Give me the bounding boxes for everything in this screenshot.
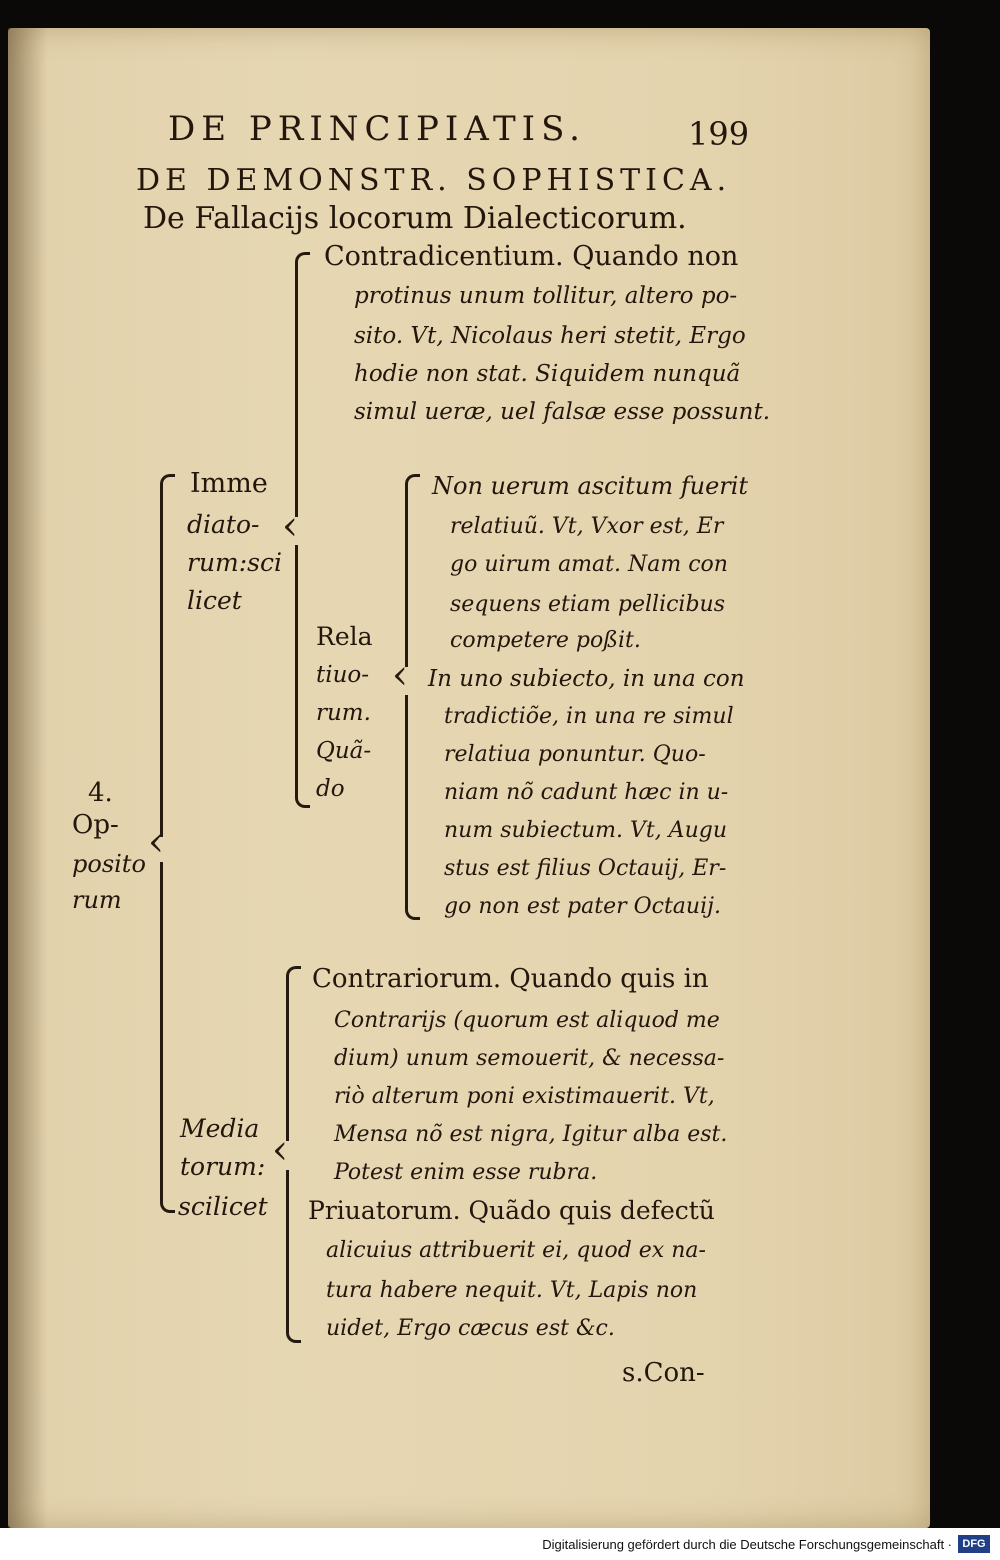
mediatorum-brace-lower <box>286 1170 301 1343</box>
contradicentium-line-1: Contradicentium. Quando non <box>324 241 739 272</box>
relatiuorum-label-line-3: rum. <box>316 700 371 726</box>
relatiuorum-line-3: go uirum amat. Nam con <box>450 552 728 577</box>
contradicentium-line-4: hodie non stat. Siquidem nunquã <box>354 361 741 387</box>
footer-bar <box>0 1528 1000 1560</box>
immediatorum-label-line-2: diato- <box>187 510 260 539</box>
opposit-label-line-1: Op- <box>72 810 119 840</box>
mediatorum-label-line-3: scilicet <box>178 1192 268 1221</box>
mediatorum-line-7: Priuatorum. Quãdo quis defectũ <box>308 1196 715 1225</box>
main-brace-lower <box>160 862 175 1213</box>
relatiuorum-line-6: In uno subiecto, in una con <box>428 666 745 692</box>
contradicentium-line-2: protinus unum tollitur, altero po- <box>354 283 738 309</box>
mediatorum-line-8: alicuius attribuerit ei, quod ex na- <box>326 1238 706 1263</box>
immediatorum-label-line-1: Imme <box>190 468 268 499</box>
immediatorum-brace-upper <box>295 252 310 517</box>
page-number: 199 <box>688 115 750 153</box>
main-brace-point: ‹ <box>148 819 164 865</box>
relatiuorum-line-7: tradictiõe, in una re simul <box>444 704 734 729</box>
relatiuorum-line-10: num subiectum. Vt, Augu <box>444 818 727 843</box>
mediatorum-label-line-1: Media <box>180 1114 260 1143</box>
immediatorum-label-line-3: rum:sci <box>187 548 283 577</box>
mediatorum-line-4: riò alterum poni existimauerit. Vt, <box>334 1084 715 1109</box>
relatiuorum-label-line-5: do <box>316 776 345 802</box>
immediatorum-brace-point: ‹ <box>282 503 298 549</box>
mediatorum-brace-upper <box>286 966 301 1141</box>
section-title: DE DEMONSTR. SOPHISTICA. <box>136 163 732 198</box>
contradicentium-line-3: sito. Vt, Nicolaus heri stetit, Ergo <box>354 323 746 349</box>
opposit-label-line-3: rum <box>72 886 122 914</box>
mediatorum-line-2: Contrarijs (quorum est aliquod me <box>334 1008 720 1033</box>
relatiuorum-label-line-1: Rela <box>316 622 373 651</box>
footer-funding-text: Digitalisierung gefördert durch die Deutsche Forschungsgemeinschaft · <box>542 1537 952 1552</box>
mediatorum-line-3: dium) unum semouerit, & necessa- <box>334 1046 725 1071</box>
outline-number: 4. <box>88 778 113 808</box>
mediatorum-line-5: Mensa nõ est nigra, Igitur alba est. <box>334 1122 728 1147</box>
relatiuorum-line-1: Non uerum ascitum fuerit <box>432 472 749 500</box>
relatiuorum-line-5: competere poßit. <box>450 628 641 653</box>
page-gutter-shadow <box>8 28 48 1528</box>
mediatorum-line-10: uidet, Ergo cæcus est &c. <box>326 1316 615 1341</box>
opposit-label-line-2: posito <box>72 850 146 878</box>
relatiuorum-label-line-4: Quã- <box>316 738 372 764</box>
running-head: DE PRINCIPIATIS. <box>168 109 586 149</box>
dfg-logo: DFG <box>958 1535 990 1553</box>
relatiuorum-brace-upper <box>405 474 420 667</box>
relatiuorum-line-2: relatiuũ. Vt, Vxor est, Er <box>450 514 724 539</box>
relatiuorum-label-line-2: tiuo- <box>316 662 370 688</box>
mediatorum-label-line-2: torum: <box>180 1152 266 1181</box>
relatiuorum-line-4: sequens etiam pellicibus <box>450 592 726 617</box>
immediatorum-label-line-4: licet <box>187 586 242 615</box>
relatiuorum-line-9: niam nõ cadunt hæc in u- <box>444 780 729 805</box>
mediatorum-brace-point: ‹ <box>272 1127 288 1173</box>
immediatorum-brace-lower <box>295 545 310 808</box>
contradicentium-line-5: simul ueræ, uel falsæ esse possunt. <box>354 399 771 425</box>
relatiuorum-brace-lower <box>405 695 420 920</box>
main-brace-upper <box>160 474 175 837</box>
mediatorum-line-1: Contrariorum. Quando quis in <box>312 964 709 994</box>
mediatorum-line-9: tura habere nequit. Vt, Lapis non <box>326 1278 698 1303</box>
mediatorum-line-6: Potest enim esse rubra. <box>334 1160 598 1185</box>
section-subtitle: De Fallacijs locorum Dialecticorum. <box>143 201 687 236</box>
relatiuorum-line-11: stus est filius Octauij, Er- <box>444 856 727 881</box>
relatiuorum-brace-point: ‹ <box>392 652 408 698</box>
relatiuorum-line-8: relatiua ponuntur. Quo- <box>444 742 706 767</box>
catchword: s.Con- <box>622 1358 705 1388</box>
relatiuorum-line-12: go non est pater Octauij. <box>444 894 721 919</box>
